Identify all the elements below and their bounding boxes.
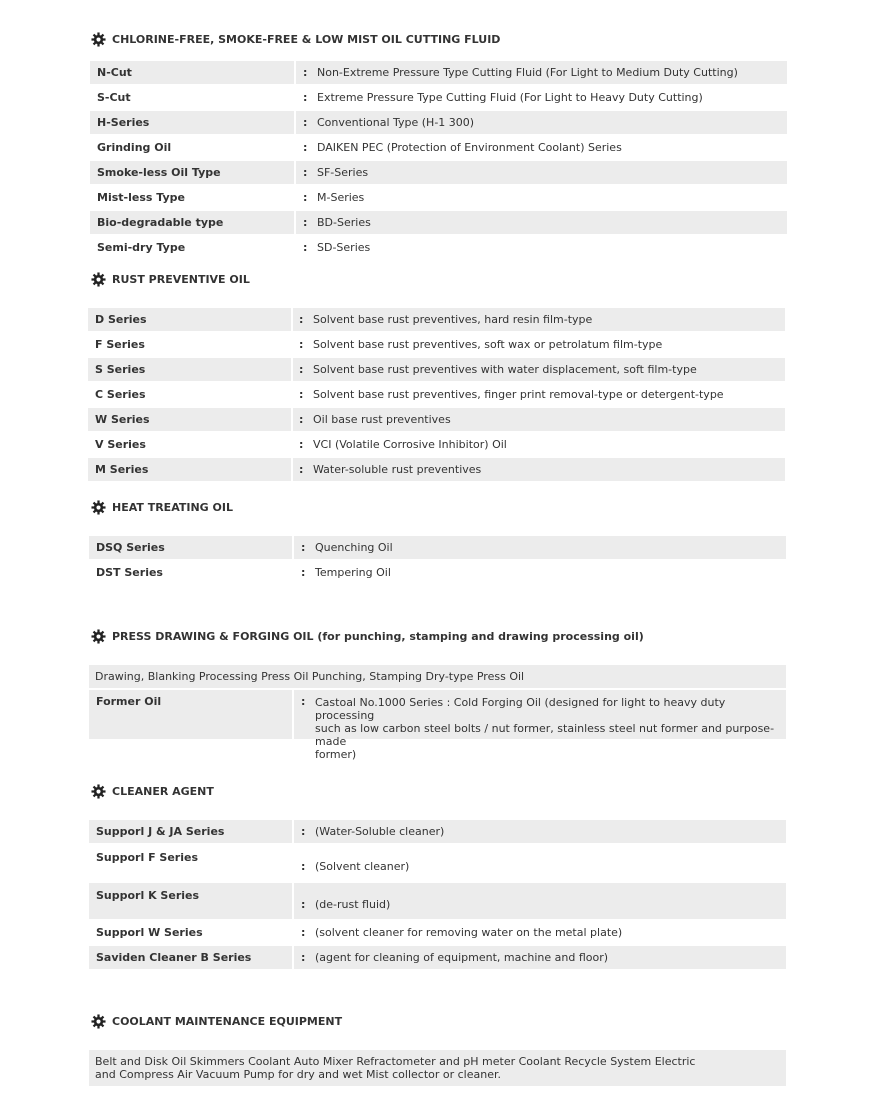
row-separator: : (293, 458, 313, 481)
row-name: Former Oil (89, 690, 292, 739)
row-name: Supporl J & JA Series (89, 820, 292, 843)
press-oil-intro (89, 665, 786, 688)
table-row (90, 86, 787, 109)
table-row (89, 921, 786, 944)
coolant-equipment-text (89, 1050, 786, 1086)
table-row (89, 946, 786, 969)
row-value: Oil base rust preventives (313, 408, 785, 431)
table-row (89, 820, 786, 843)
row-separator: : (301, 926, 306, 939)
table-row (88, 458, 785, 481)
row-separator: : (294, 883, 315, 919)
row-value-line: Castoal No.1000 Series : Cold Forging Oil (designed for light to heavy duty processing (315, 696, 726, 722)
gear-icon (91, 629, 106, 644)
row-name: Smoke-less Oil Type (90, 161, 294, 184)
row-name: V Series (95, 438, 146, 451)
row-value: (Water-Soluble cleaner) (315, 820, 786, 843)
row-value: Solvent base rust preventives, hard resin film-type (313, 308, 785, 331)
table-row (89, 883, 786, 919)
row-name: Saviden Cleaner B Series (89, 946, 292, 969)
section-title: RUST PREVENTIVE OIL (112, 272, 250, 286)
row-value: Solvent base rust preventives, finger print removal-type or detergent-type (313, 388, 724, 401)
row-value: DAIKEN PEC (Protection of Environment Coolant) Series (317, 141, 622, 154)
row-separator: : (296, 161, 317, 184)
row-name: DST Series (96, 566, 163, 579)
row-value (315, 690, 786, 761)
row-name: N-Cut (90, 61, 294, 84)
gear-icon (91, 1014, 106, 1029)
table-row (88, 408, 785, 431)
gear-icon (91, 500, 106, 515)
row-value: M-Series (317, 191, 365, 204)
row-value: Water-soluble rust preventives (313, 458, 785, 481)
row-name: DSQ Series (89, 536, 292, 559)
table-row (88, 433, 785, 456)
table-row (88, 358, 785, 381)
row-separator: : (294, 946, 315, 969)
row-name: Grinding Oil (97, 141, 172, 154)
row-value: Tempering Oil (315, 566, 391, 579)
row-name: S Series (88, 358, 291, 381)
row-value: Quenching Oil (315, 536, 786, 559)
row-value: VCI (Volatile Corrosive Inhibitor) Oil (313, 438, 507, 451)
row-name: Supporl K Series (89, 883, 292, 919)
table-row (90, 236, 787, 259)
row-separator: : (303, 241, 308, 254)
section-heading-cutting-fluid (91, 30, 500, 48)
row-name: S-Cut (97, 91, 131, 104)
row-value-line: former) (315, 748, 357, 761)
row-separator: : (293, 358, 313, 381)
table-row (90, 211, 787, 234)
row-value: SF-Series (317, 161, 787, 184)
row-name: W Series (88, 408, 291, 431)
table-row (90, 136, 787, 159)
table-row (90, 161, 787, 184)
section-title: COOLANT MAINTENANCE EQUIPMENT (112, 1014, 343, 1028)
body-line: and Compress Air Vacuum Pump for dry and wet Mist collector or cleaner. (95, 1068, 501, 1081)
row-separator: : (296, 211, 317, 234)
row-separator: : (301, 859, 306, 873)
section-heading-cleaner-agent (91, 782, 214, 800)
row-name: Mist-less Type (97, 191, 185, 204)
gear-icon (91, 32, 106, 47)
table-row (90, 111, 787, 134)
row-name: Supporl W Series (96, 926, 203, 939)
row-separator: : (303, 141, 308, 154)
table-row (89, 536, 786, 559)
row-separator: : (296, 61, 317, 84)
table-row (89, 561, 786, 584)
section-heading-press-forging (91, 627, 644, 645)
row-separator: : (303, 191, 308, 204)
row-separator: : (303, 91, 308, 104)
row-value: (de-rust fluid) (315, 883, 786, 919)
row-value: (solvent cleaner for removing water on the metal plate) (315, 926, 623, 939)
row-value: Conventional Type (H-1 300) (317, 111, 787, 134)
row-value: (agent for cleaning of equipment, machine and floor) (315, 946, 786, 969)
table-row (89, 845, 786, 881)
row-separator: : (301, 566, 306, 579)
gear-icon (91, 784, 106, 799)
row-value: Solvent base rust preventives, soft wax or petrolatum film-type (313, 338, 663, 351)
row-value: Extreme Pressure Type Cutting Fluid (For Light to Heavy Duty Cutting) (317, 91, 703, 104)
row-separator: : (293, 408, 313, 431)
row-value-line: such as low carbon steel bolts / nut former, stainless steel nut former and purpose-made (315, 722, 775, 748)
row-value: SD-Series (317, 241, 371, 254)
gear-icon (91, 272, 106, 287)
row-name: Bio-degradable type (90, 211, 294, 234)
section-heading-rust-preventive (91, 270, 250, 288)
row-separator: : (299, 388, 304, 401)
row-name: Supporl F Series (96, 851, 199, 864)
row-separator: : (294, 536, 315, 559)
table-row (88, 308, 785, 331)
section-title: PRESS DRAWING & FORGING OIL (for punching, stamping and drawing processing oil) (112, 629, 644, 643)
row-separator: : (299, 338, 304, 351)
table-row (90, 186, 787, 209)
table-row (88, 333, 785, 356)
table-row (90, 61, 787, 84)
row-name: F Series (95, 338, 145, 351)
intro-text: Drawing, Blanking Processing Press Oil Punching, Stamping Dry-type Press Oil (95, 670, 525, 683)
section-title: CHLORINE-FREE, SMOKE-FREE & LOW MIST OIL CUTTING FLUID (112, 32, 501, 46)
row-value: BD-Series (317, 211, 787, 234)
row-name: H-Series (90, 111, 294, 134)
row-separator: : (296, 111, 317, 134)
section-heading-coolant-maintenance (91, 1012, 342, 1030)
section-title: CLEANER AGENT (112, 784, 214, 798)
row-name: M Series (88, 458, 291, 481)
row-separator: : (293, 308, 313, 331)
body-line: Belt and Disk Oil Skimmers Coolant Auto Mixer Refractometer and pH meter Coolant Recycle System Electric (95, 1055, 696, 1068)
section-title: HEAT TREATING OIL (112, 500, 233, 514)
row-name: D Series (88, 308, 291, 331)
row-separator: : (294, 820, 315, 843)
row-separator: : (294, 690, 315, 739)
row-separator: : (299, 438, 304, 451)
row-name: C Series (95, 388, 146, 401)
row-value: Solvent base rust preventives with water displacement, soft film-type (313, 358, 785, 381)
table-row (88, 383, 785, 406)
row-value: Non-Extreme Pressure Type Cutting Fluid (For Light to Medium Duty Cutting) (317, 61, 787, 84)
row-value: (Solvent cleaner) (315, 859, 410, 873)
section-heading-heat-treating (91, 498, 233, 516)
table-row (89, 690, 786, 761)
row-name: Semi-dry Type (97, 241, 186, 254)
